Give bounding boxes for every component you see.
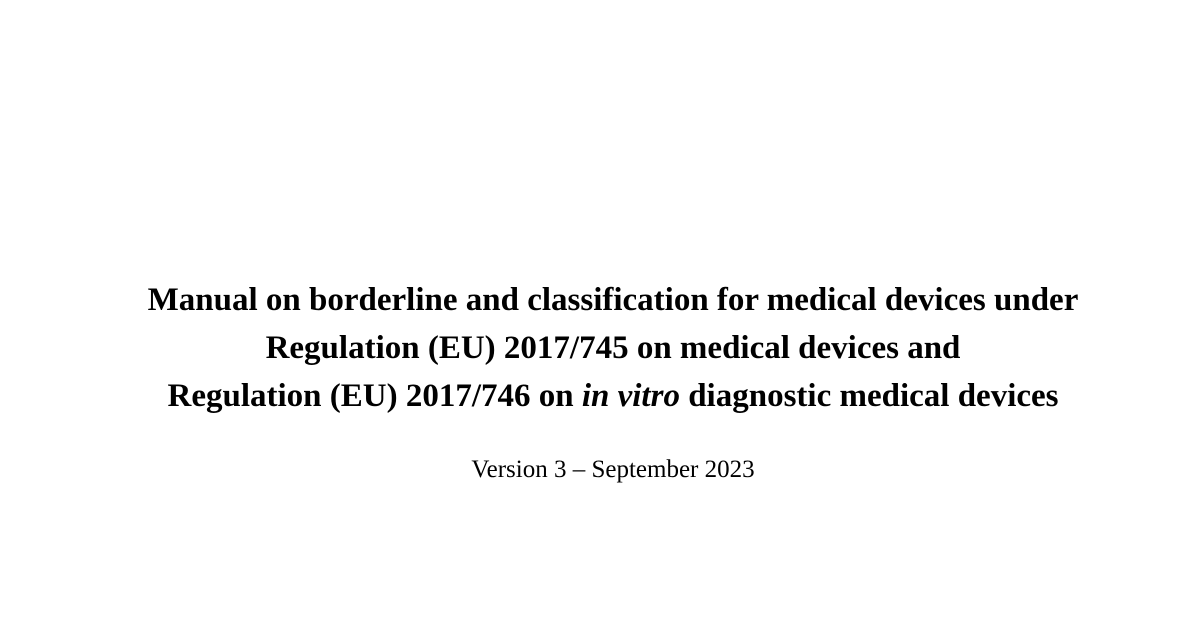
title-line-2: Regulation (EU) 2017/745 on medical devices and: [265, 330, 961, 366]
version-date: Version 3 – September 2023: [471, 456, 755, 483]
title-line-3: [0, 372, 1200, 420]
title-line-1: Manual on borderline and classification for medical devices under: [147, 282, 1079, 318]
title-italic-in-vitro: in vitro: [581, 378, 680, 414]
title-line-3-end: diagnostic medical devices: [679, 378, 1059, 414]
title-line-3-start: Regulation (EU) 2017/746 on: [167, 378, 582, 414]
document-title: [0, 276, 1200, 420]
